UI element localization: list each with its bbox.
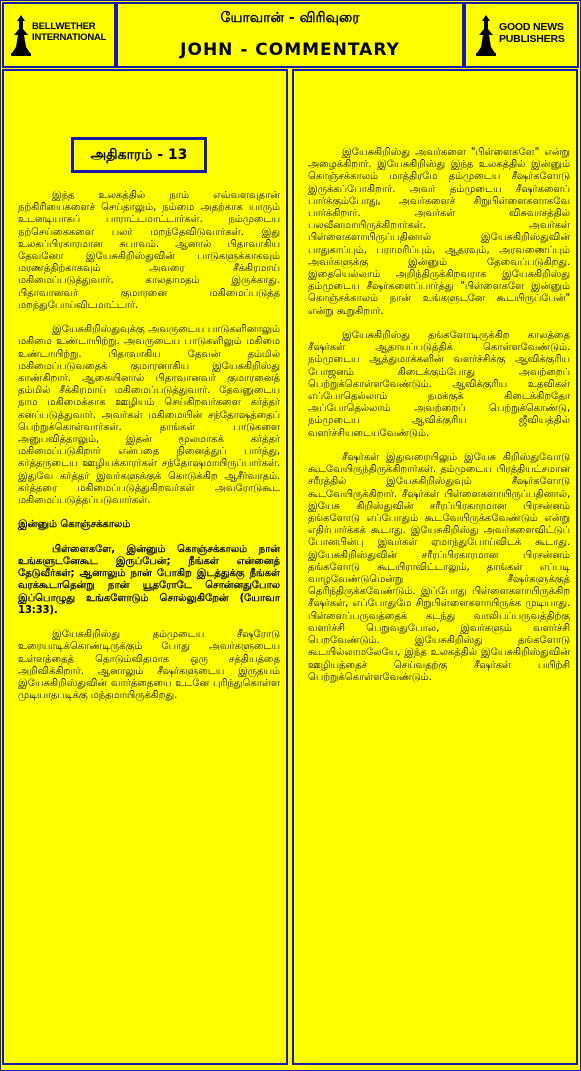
english-title: JOHN - COMMENTARY <box>180 40 400 60</box>
logo-left-line2: INTERNATIONAL <box>32 32 107 43</box>
left-column <box>2 69 288 1065</box>
paragraph: இந்த உலகத்தில் நாம் எவ்வளவுதான் நற்கிரியைகளைச் செய்தாலும், நம்மை அதற்காக யாரும் உடனடியாகப் பாராட்டமாட்டார்கள். நம்முடைய நற்செய்கைகளை பலர் மறந்தேவிடுவார்கள். இது உலகப்பிரகாரமான சுபாவம். ஆனால் பிதாவாகிய தேவனோ இயேசுகிறிஸ்துவின் பாடுகளுக்காகவும் மரணத்திற்காகவும் அவரை சீக்கிரமாய் மகிமைப்படுத்துவார். காலதாமதம் இருக்காது. பிதாவானவர் குமாரனை மகிமைப்படுத்த மறந்துபோய்விடமாட்டார். <box>18 190 280 311</box>
logo-right-line2: PUBLISHERS <box>499 33 565 45</box>
paragraph: இயேசுகிறிஸ்துவுக்கு அவருடைய பாடுகளினாலும் மகிமை உண்டாயிற்று. அவருடைய பாடுகளிலும் மகிமை உண்டாயிற்று. பிதாவாகிய தேவன் தம்மில் மகிமைப்படுவதைக் குமாரனாகிய இயேசுகிறிஸ்து காண்கிறார். ஆகையினால் பிதாவானவர் குமாரனைத் தம்மில் சீக்கிரமாய் மகிமைப்படுத்துவார். தேவனுடைய நாம மகிமைக்காக ஊழியம் செய்கிறவர்களை கர்த்தர் கனப்படுத்துவார். அவர்கள் மகிமையின் சந்தோஷத்தைப் பெற்றுக்கொள்வார்கள். தாங்கள் பாடுகளை அனுபவித்தாலும், இதன் மூலமாகக் கர்த்தர் மகிமைப்படுகிறார் என்பதை நினைத்துப் பார்த்து, கர்த்தருடைய ஊழியக்காரர்கள் சந்தோஷமாயிருப்பார்கள். இதுவே கர்த்தர் இவர்களுக்குக் கொடுக்கிற ஆசீர்வாதம். கர்த்தரை மகிமைப்படுத்துகிறவர்கள் அவரோடுகூட மகிமைப்படுத்தப்படுவார்கள். <box>18 324 280 507</box>
paragraph: இயேசுகிறிஸ்து தம்முடைய சீஷரோடு உரையாடிக்கொண்டிருக்கும் போது அவர்களுடைய உள்ளத்தைத் தொடும்விதமாக ஒரு சத்தியத்தை அறிவிக்கிறார். ஆனாலும் சீஷர்களுடைய இருதயம் இயேசுகிறிஸ்துவின் வார்த்தையை உடனே புரிந்துகொள்ள முடியாதபடிக்கு மந்தமாயிருக்கிறது. <box>18 629 280 702</box>
header <box>2 2 577 66</box>
right-column <box>292 69 578 1065</box>
chapter-heading: அதிகாரம் - 13 <box>71 137 207 173</box>
good-news-logo <box>464 2 579 68</box>
bible-verse: பிள்ளைகளே, இன்னும் கொஞ்சக்காலம் நான் உங்களுடனேகூட இருப்பேன்; நீங்கள் என்னைத் தேடுவீர்கள்; ஆனாலும் நான் போகிற இடத்துக்கு நீங்கள் வரக்கூடாதென்று நான் யூதரோடே சொன்னதுபோல இப்பொழுது உங்களோடும் சொல்லுகிறேன் (யோவா 13:33). <box>18 543 280 616</box>
bellwether-icon <box>10 13 32 57</box>
right-column-text <box>308 147 570 696</box>
title-box <box>116 2 464 68</box>
paragraph: இயேசுகிறிஸ்து தங்களோடிருக்கிற காலத்தை சீஷர்கள் ஆதாயப்படுத்திக் கொள்ளவேண்டும். நம்முடைய ஆத்துமாக்களின் வளர்ச்சிக்கு ஆவிக்குரிய போஜனம் கிடைக்கும்போது அவற்றைப் பெற்றுக்கொள்ளவேண்டும். ஆவிக்குரிய உதவிகள் எப்போதெல்லாம் நமக்குக் கிடைக்கிறதோ அப்போதெல்லாம் அவற்றைப் பெற்றுக்கொண்டு, நம்முடைய ஆவிக்குரிய ஜீவியத்தில் வளர்ச்சியடையவேண்டும். <box>308 330 570 439</box>
logo-left-line1: BELLWETHER <box>32 21 96 32</box>
logo-right-line1: GOOD NEWS <box>499 21 564 33</box>
left-column-text <box>18 190 280 715</box>
subheading: இன்னும் கொஞ்சக்காலம் <box>18 519 131 531</box>
paragraph: சீஷர்கள் இதுவரையிலும் இயேசு கிறிஸ்துவோடு கூடவேயிருந்திருக்கிறார்கள். தம்முடைய பிரத்தியட்சமான சரீரத்தில் இயேசுகிறிஸ்துவும் சீஷர்களோடு கூடவேயிருக்கிறார். சீஷர்கள் பிள்ளைகளாயிருப்பதினால், இயேசு கிறிஸ்துவின் சரீரப்பிரகாரமான பிரசன்னம் தங்களோடு எப்போதும் கூடவேயிருக்கவேண்டும் என்று எதிர்பார்க்கக் கூடாது. இயேசுகிறிஸ்து அவர்களைவிட்டுப் போனபின்பு இவர்கள் ஏமாந்துபோய்விடக் கூடாது. இயேசுகிறிஸ்துவின் சரீரப்பிரகாரமான பிரசன்னம் தங்களோடு கூடயிராவிட்டாலும், தாங்கள் எப்படி வாழவேண்டுமென்று சீஷர்களுக்குத் தெரிந்திருக்கவேண்டும். இப்போது பிள்ளைகளாயிருக்கிற சீஷர்கள், எப்போதுமே சிறுபிள்ளைகளாயிருக்க முடியாது. பிள்ளைப்பருவத்தைக் கடந்து வாலிபப்பருவத்திற்கு வளர்ச்சி பெறுவதுபோல, இவர்களும் வளர்ச்சி பெறவேண்டும். இயேசுகிறிஸ்து தங்களோடு கூடயில்லாமலேயே, இந்த உலகத்தில் இயேசுகிறிஸ்துவின் ஊழியத்தைச் செய்வதற்கு சீஷர்கள் பயிற்சி பெற்றுக்கொள்ளவேண்டும். <box>308 452 570 683</box>
paragraph: இயேசுகிறிஸ்து அவர்களை "பிள்ளைகளே" என்று அழைக்கிறார். இயேசுகிறிஸ்து இந்த உலகத்தில் இன்னும் கொஞ்சக்காலம் மாத்திரமே தம்முடைய சீஷர்களோடு இருக்கப்போகிறார். அவர் தம்முடைய சீஷர்களைப் பார்க்கும்போது, அவர்களைச் சிறுபிள்ளைகளாகவே பார்க்கிறார். அவர்கள் விசுவாசத்தில் பலவீனமாயிருக்கிறார்கள். அவர்கள் பிள்ளைகளாயிருப்பதினால் இயேசுகிறிஸ்துவின் பாதுகாப்பும், பராமரிப்பும், ஆதரவும், அரவணைப்பும் அவர்களுக்கு இன்னும் தேவைப்படுகிறது. இதையெல்லாம் அறிந்திருக்கிறவராக இயேசுகிறிஸ்து தம்முடைய சீஷர்களைப்பார்த்து "பிள்ளைகளே இன்னும் கொஞ்சக்காலம் நான் உங்களுடனே கூடயிருப்பேன்" என்று கூறுகிறார். <box>308 147 570 317</box>
publisher-icon <box>474 13 498 57</box>
bellwether-logo <box>2 2 116 68</box>
tamil-title: யோவான் - விரிவுரை <box>220 10 360 26</box>
